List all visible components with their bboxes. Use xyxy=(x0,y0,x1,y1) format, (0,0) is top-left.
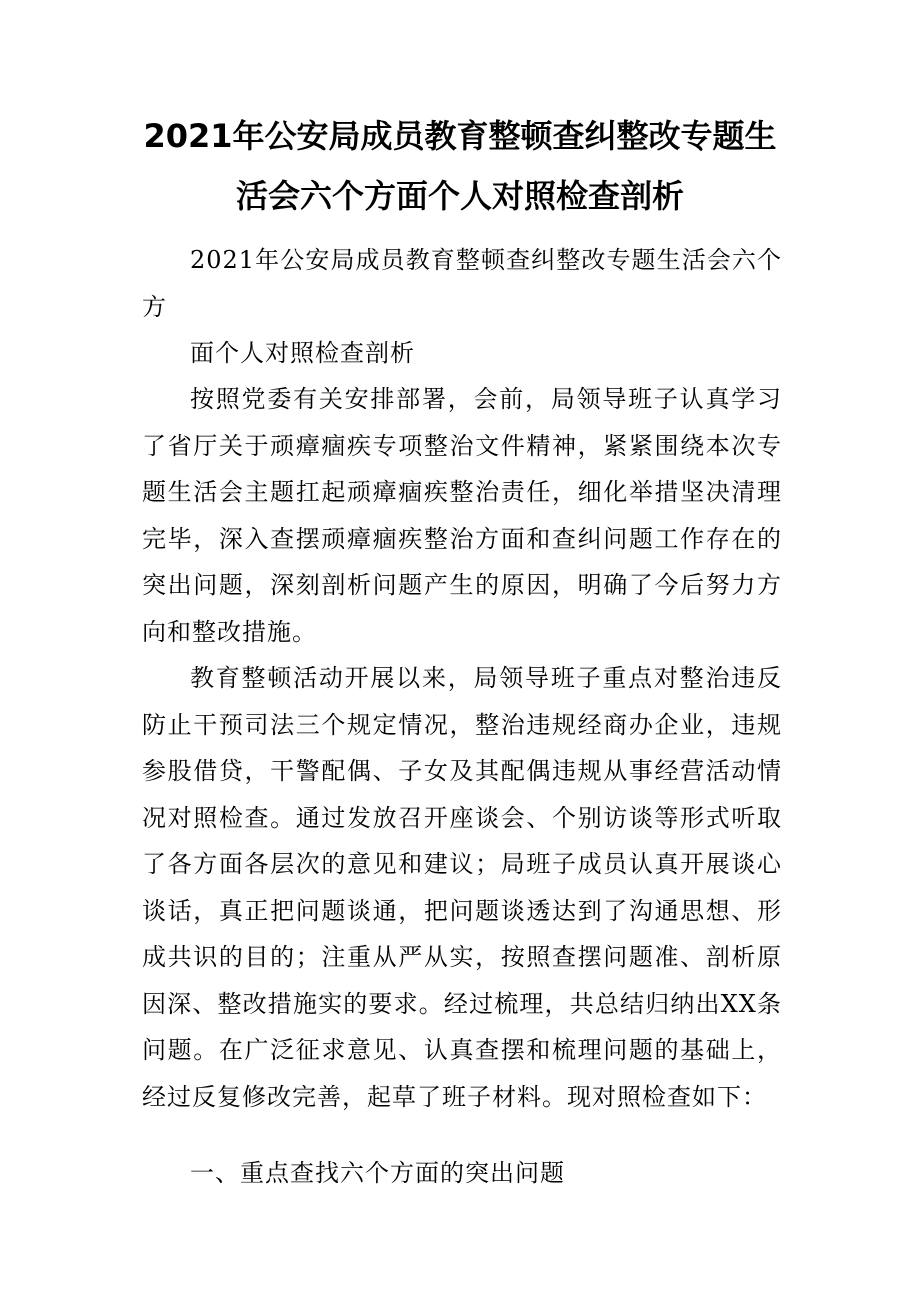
section-heading-one: 一、重点查找六个方面的突出问题 xyxy=(190,1159,565,1187)
document-title-line-1: 2021年公安局成员教育整顿查纠整改专题生 xyxy=(143,117,777,155)
document-title-line-2: 活会六个方面个人对照检查剖析 xyxy=(235,177,684,215)
paragraph-arrangement: 按照党委有关安排部署，会前，局领导班子认真学习了省厅关于顽瘴痼疾专项整治文件精神，紧紧围绕本次专题生活会主题扛起顽瘴痼疾整治责任，细化举措坚决清理完毕，深入查摆顽瘴痼疾整治方面和查纠问题工作存在的突出问题，深刻剖析问题产生的原因，明确了今后努力方向和整改措施。 xyxy=(142,385,782,646)
paragraph-intro-title: 2021年公安局成员教育整顿查纠整改专题生活会六个方 xyxy=(142,246,782,321)
paragraph-education-rectification: 教育整顿活动开展以来，局领导班子重点对整治违反防止干预司法三个规定情况，整治违规经商办企业，违规参股借贷，干警配偶、子女及其配偶违规从事经营活动情况对照检查。通过发放召开座谈会、个别访谈等形式听取了各方面各层次的意见和建议；局班子成员认真开展谈心谈话，真正把问题谈通，把问题谈透达到了沟通思想、形成共识的目的；注重从严从实，按照查摆问题准、剖析原因深、整改措施实的要求。经过梳理，共总结归纳出XX条问题。在广泛征求意见、认真查摆和梳理问题的基础上，经过反复修改完善，起草了班子材料。现对照检查如下： xyxy=(142,664,782,1111)
paragraph-intro-title-continued: 面个人对照检查剖析 xyxy=(190,339,415,367)
